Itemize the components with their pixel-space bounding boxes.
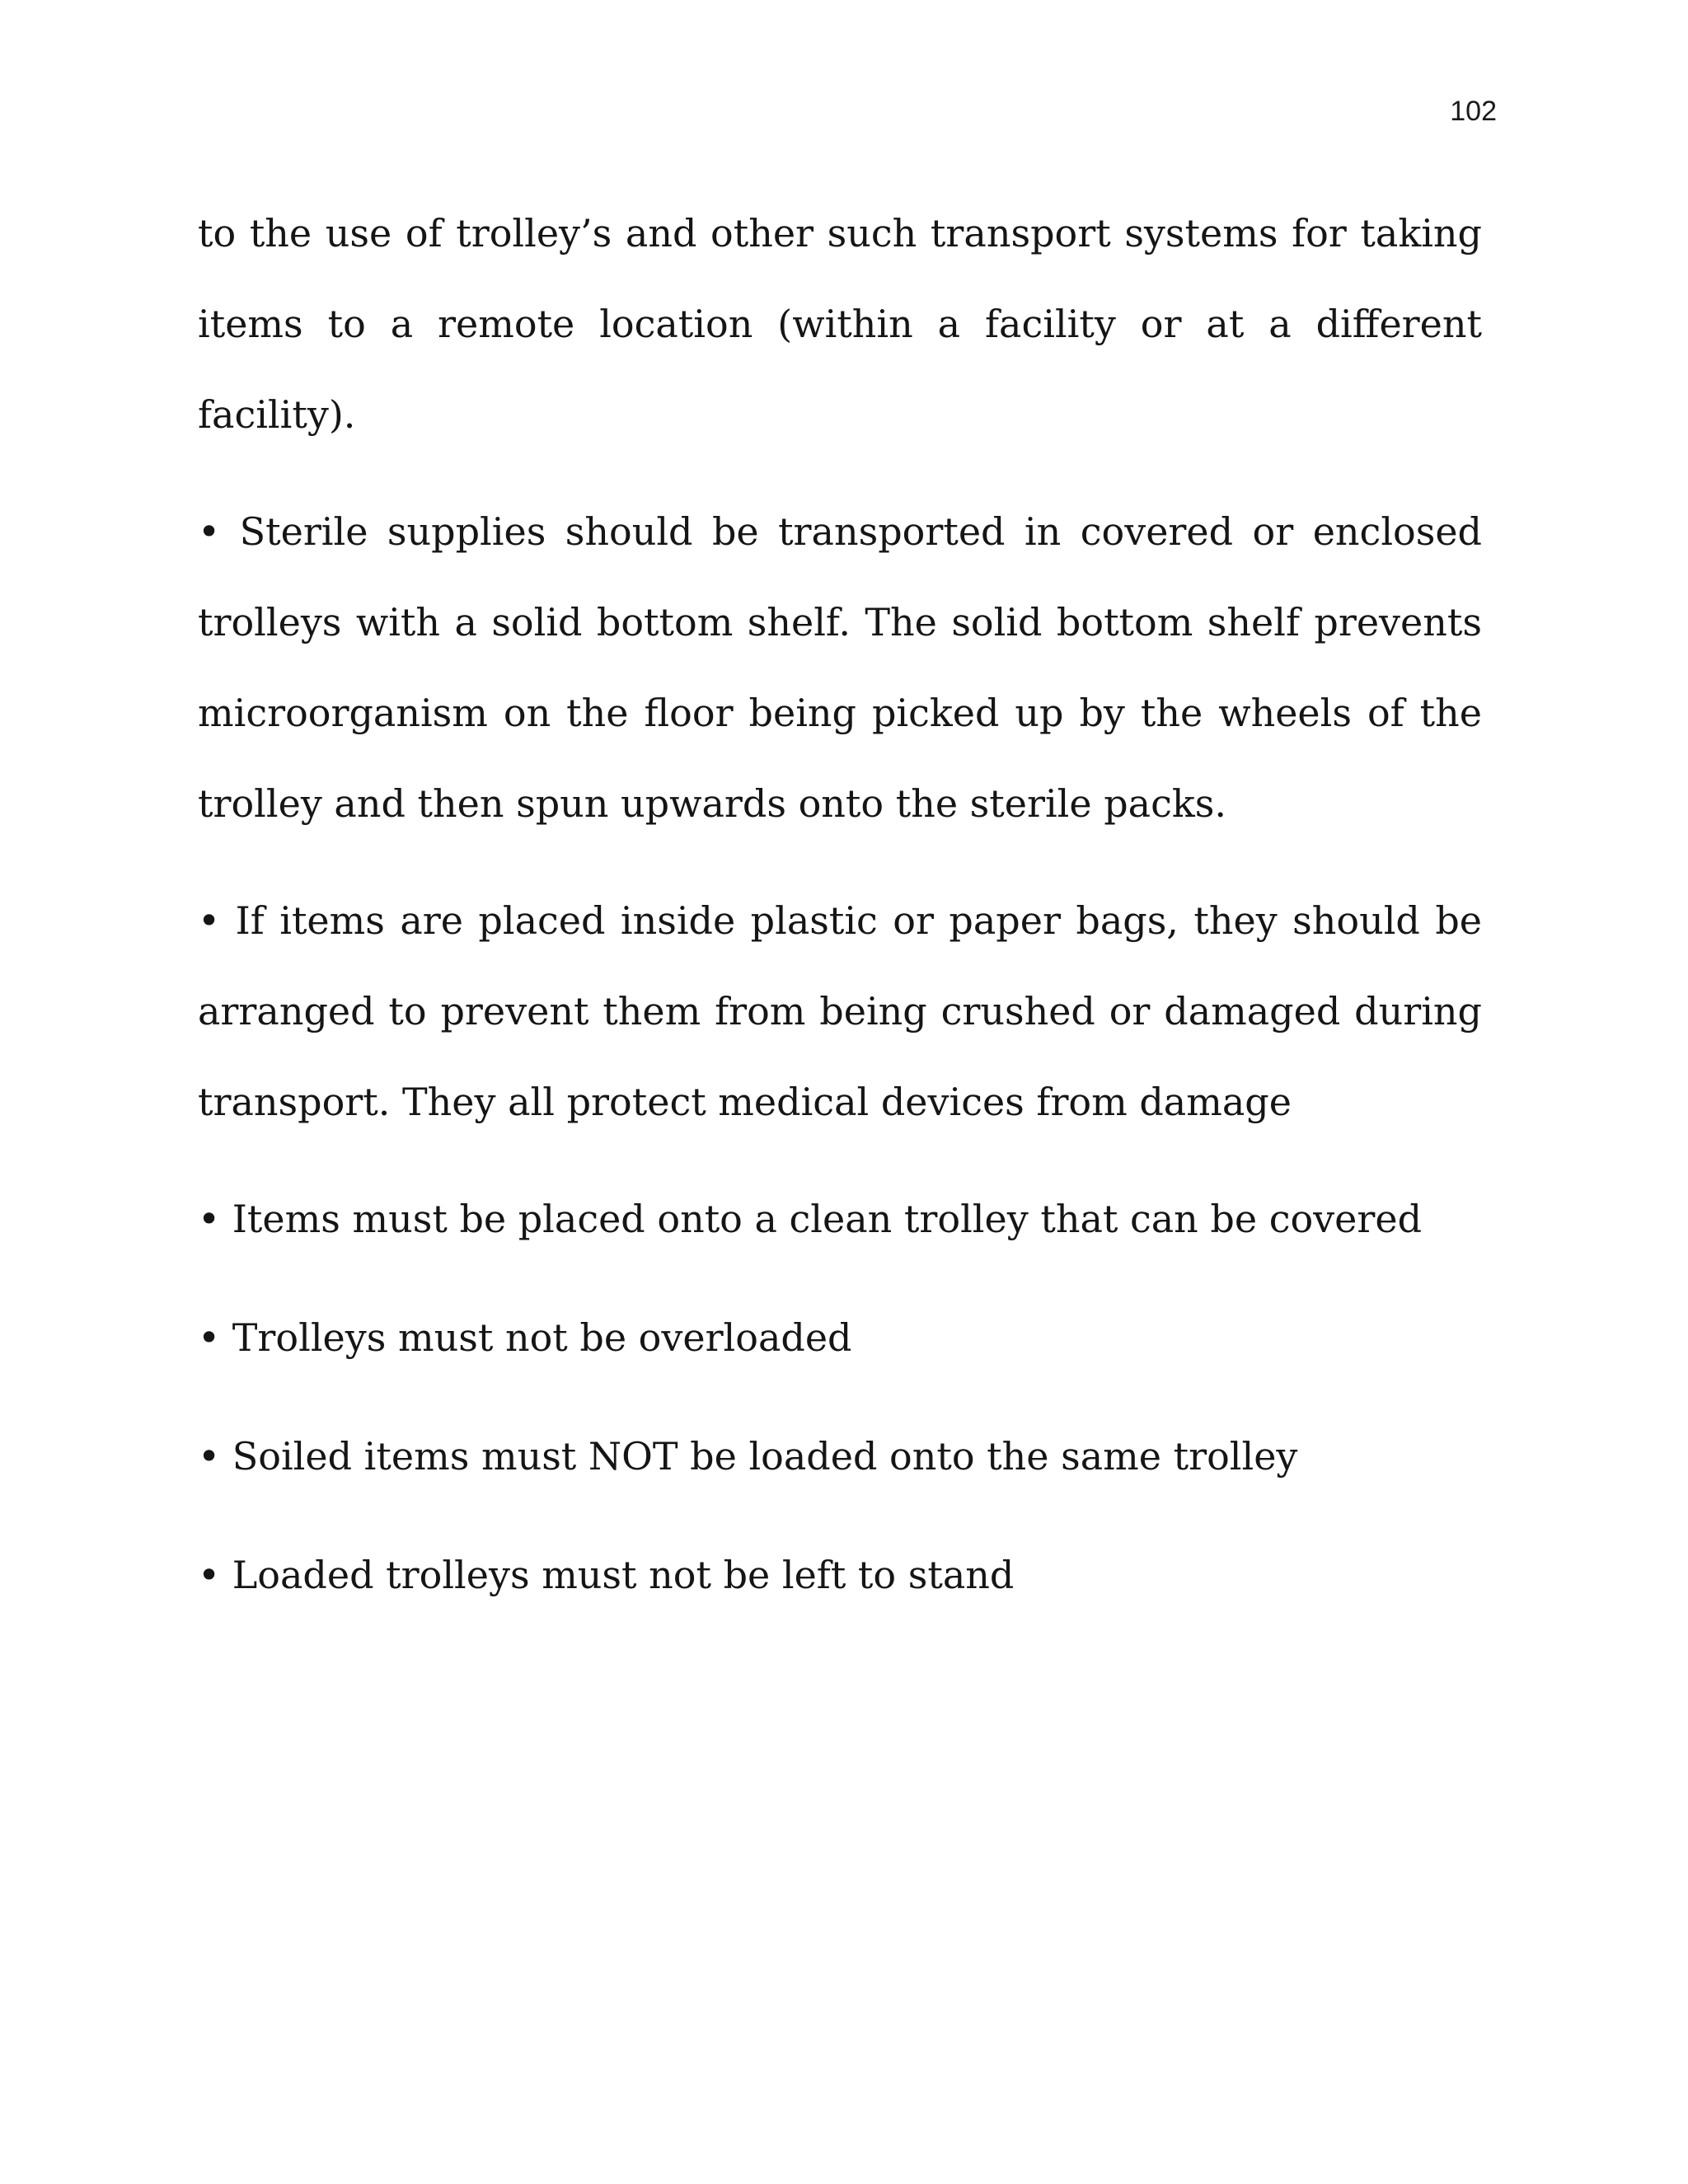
bullet-loaded-trolleys: • Loaded trolleys must not be left to stand [198,1553,1015,1597]
bullet-not-overloaded: • Trolleys must not be overloaded [198,1315,852,1360]
bullet-plastic-paper-bags: • If items are placed inside plastic or paper bags, they should be arranged to prevent them from being crushed or damaged during transport. They all protect medical devices from damage [198,898,1482,1124]
bullet-clean-trolley: • Items must be placed onto a clean trolley that can be covered [198,1197,1423,1241]
bullet-soiled-items: • Soiled items must NOT be loaded onto the same trolley [198,1434,1298,1479]
page-body [198,188,1482,1648]
paragraph-transport-intro: to the use of trolley’s and other such transport systems for taking items to a remote location (within a facility or at a different facility). [198,211,1482,437]
bullet-sterile-supplies: • Sterile supplies should be transported in covered or enclosed trolleys with a solid bottom shelf. The solid bottom shelf prevents microorganism on the floor being picked up by the wheels of the trolley and then spun upwards onto the sterile packs. [198,509,1482,826]
page-number: 102 [1450,96,1497,127]
